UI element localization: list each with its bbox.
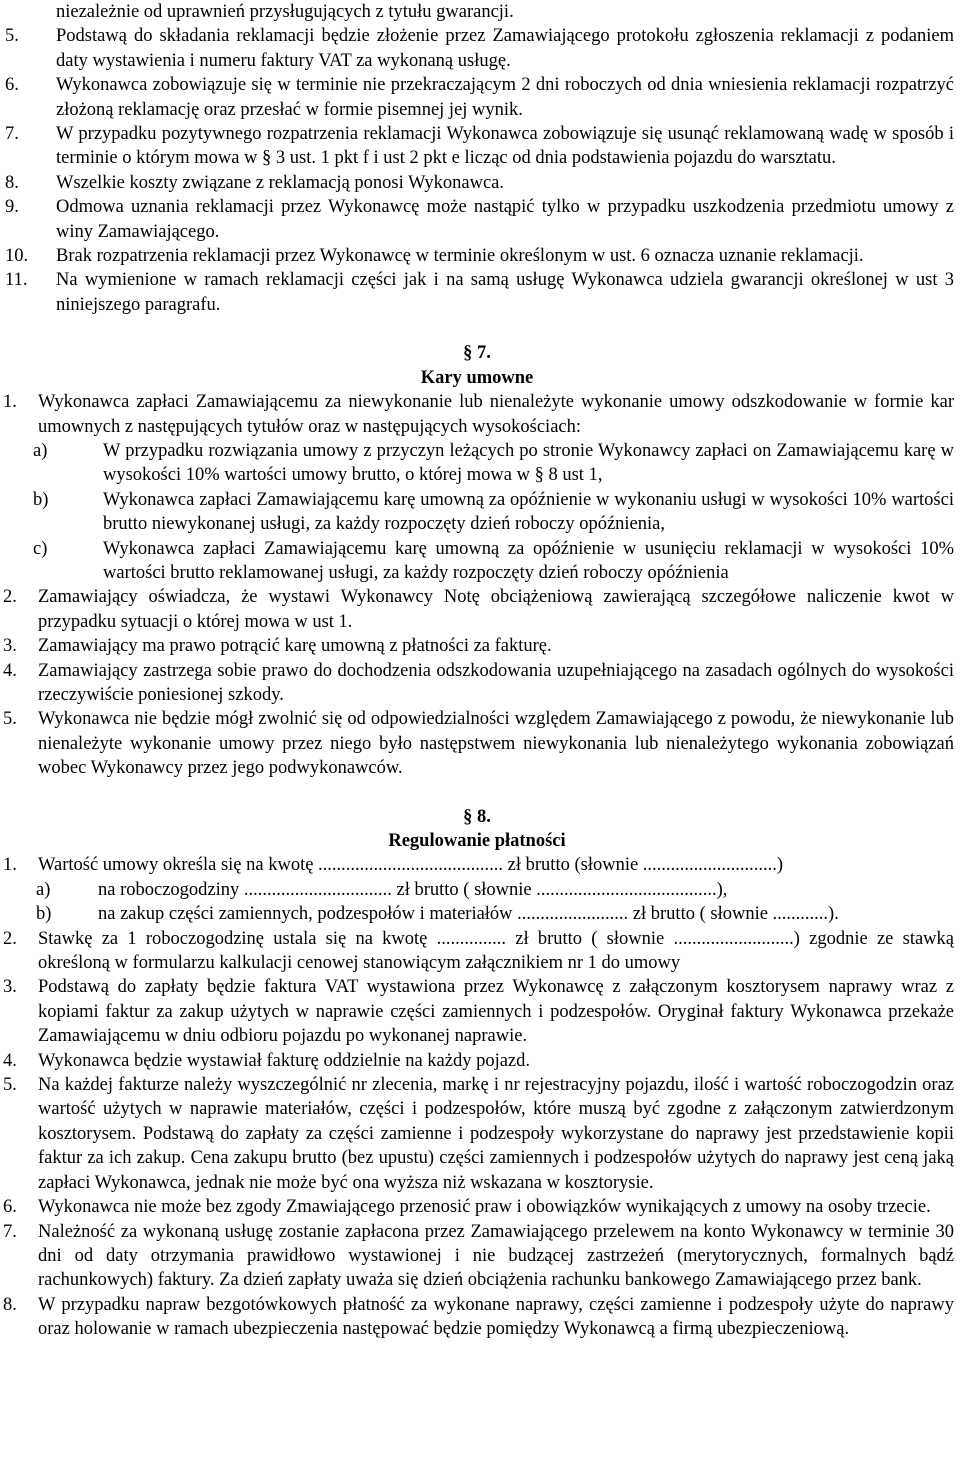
- section-number: § 7.: [463, 343, 491, 364]
- item-text: Brak rozpatrzenia reklamacji przez Wykonawcę w terminie określonym w ust. 6 oznacza uznanie reklamacji.: [56, 246, 864, 267]
- item-number: 1.: [3, 855, 17, 876]
- section-title: Regulowanie płatności: [388, 831, 566, 851]
- list-item: [0, 1073, 954, 1195]
- item-text: Stawkę za 1 roboczogodzinę ustala się na kwotę ............... zł brutto ( słownie ..........................) zgodnie ze stawką określoną w formularzu kalkulacji cenowej stanowiącym załącznikiem nr 1 do umowy: [38, 928, 954, 974]
- list-item: [0, 24, 954, 73]
- item-number: 8.: [3, 1294, 17, 1315]
- sub-list-item: [0, 537, 954, 586]
- item-text: Na każdej fakturze należy wyszczególnić nr zlecenia, markę i nr rejestracyjny pojazdu, ilość i wartość roboczogodzin oraz wartość użytych w naprawie materiałów, części i podzespołów, które muszą być zgodne z załączonym zatwierdzonym kosztorysem. Podstawą do zapłaty za części zamienne i podzespoły wykorzystane do naprawy jest przedstawienie kopii faktur za ich zakup. Cena zakupu brutto (bez upustu) części zamiennych i podzespołów użytych do naprawy jest ceną jaką zapłaci Wykonawca, jednak nie może być ona wyższa niż wskazana w kosztorysie.: [38, 1075, 954, 1193]
- list-item: [0, 390, 954, 439]
- list-item: [0, 853, 954, 877]
- list-item: [0, 927, 954, 976]
- sub-list-item: [0, 878, 954, 902]
- item-text: Wartość umowy określa się na kwotę ........................................ zł brutto (słownie .............................): [38, 855, 784, 876]
- item-text: Na wymienione w ramach reklamacji części jak i na samą usługę Wykonawca udziela gwarancji określonej w ust 3 niniejszego paragrafu.: [56, 270, 954, 315]
- item-text: Zamawiający ma prawo potrącić karę umowną z płatności za fakturę.: [38, 636, 552, 657]
- item-number: 4.: [3, 1050, 17, 1071]
- sub-item-letter: c): [33, 538, 48, 559]
- item-text: Wykonawca nie może bez zgody Zmawiającego przenosić praw i obowiązków wynikających z umowy na osoby trzecie.: [38, 1197, 931, 1218]
- list-item: [0, 171, 954, 195]
- item-text: Wykonawca zapłaci Zamawiającemu za niewykonanie lub nienależyte wykonanie umowy odszkodowanie w formie kar umownych z następujących tytułów oraz w następujących wysokościach:: [38, 392, 954, 437]
- sub-item-letter: a): [36, 879, 51, 900]
- item-text: Wykonawca nie będzie mógł zwolnić się od odpowiedzialności względem Zamawiającego z powodu, że niewykonanie lub nienależyte wykonanie umowy przez niego było następstwem niewykonania lub nienależytego wykonania zobowiązań wobec Wykonawcy przez jego podwykonawców.: [38, 709, 954, 779]
- item-number: 7.: [3, 1221, 17, 1242]
- item-number: 2.: [3, 587, 17, 608]
- spacer: [0, 781, 954, 805]
- item-number: 6.: [5, 75, 19, 96]
- spacer: [0, 317, 954, 341]
- sub-item-text: Wykonawca zapłaci Zamawiającemu karę umowną za opóźnienie w wykonaniu usługi w wysokości 10% wartości brutto niewykonanej usługi, za każdy rozpoczęty dzień roboczy opóźnienia,: [103, 489, 954, 535]
- continued-line: niezależnie od uprawnień przysługujących z tytułu gwarancji.: [56, 2, 514, 22]
- list-item: [0, 1293, 954, 1342]
- sub-item-letter: a): [33, 440, 48, 461]
- item-text: Zamawiający zastrzega sobie prawo do dochodzenia odszkodowania uzupełniającego na zasadach ogólnych do wysokości rzeczywiście poniesionej szkody.: [38, 660, 954, 705]
- section-title: Kary umowne: [420, 367, 534, 388]
- item-text: Podstawą do zapłaty będzie faktura VAT wystawiona przez Wykonawcę z załączonym kosztorysem naprawy wraz z kopiami faktur za zakup użytych w naprawie części zamiennych i podzespołów. Oryginał faktury Wykonawca przekaże Zamawiającemu w dniu odbioru pojazdu po wykonanej naprawie.: [38, 977, 954, 1047]
- sub-item-letter: b): [33, 489, 49, 510]
- list-item: [0, 1049, 954, 1073]
- item-text: Wszelkie koszty związane z reklamacją ponosi Wykonawca.: [56, 172, 505, 193]
- sub-item-text: na roboczogodziny ................................ zł brutto ( słownie .......................................),: [98, 879, 728, 900]
- item-number: 4.: [3, 660, 17, 681]
- item-number: 6.: [3, 1197, 17, 1218]
- list-item: [0, 659, 954, 708]
- item-number: 5.: [3, 709, 17, 730]
- item-number: 3.: [3, 977, 17, 998]
- section-number: § 8.: [463, 806, 491, 827]
- item-number: 3.: [3, 636, 17, 657]
- sub-item-text: Wykonawca zapłaci Zamawiającemu karę umowną za opóźnienie w usunięciu reklamacji w wysokości 10% wartości brutto reklamowanej usługi, za każdy rozpoczęty dzień roboczy opóźnienia: [103, 538, 954, 583]
- item-number: 5.: [3, 1075, 17, 1096]
- sub-item-text: na zakup części zamiennych, podzespołów i materiałów ........................ zł brutto ( słownie ............).: [98, 904, 839, 925]
- sub-item-text: W przypadku rozwiązania umowy z przyczyn leżących po stronie Wykonawcy zapłaci on Zamawiającemu karę w wysokości 10% wartości umowy brutto, o której mowa w § 8 ust 1,: [103, 440, 954, 486]
- item-text: W przypadku napraw bezgotówkowych płatność za wykonane naprawy, części zamienne i podzespoły użyte do naprawy oraz holowanie w ramach ubezpieczenia następować będzie pomiędzy Wykonawcą a firmą ubezpieczeniową.: [38, 1294, 954, 1340]
- item-number: 9.: [5, 197, 19, 218]
- list-item: [0, 1195, 954, 1219]
- sub-list-item: [0, 488, 954, 537]
- sub-list-item: [0, 439, 954, 488]
- item-number: 8.: [5, 172, 19, 193]
- item-number: 11.: [5, 270, 28, 291]
- item-text: Podstawą do składania reklamacji będzie złożenie przez Zamawiającego protokołu zgłoszenia reklamacji z podaniem daty wystawienia i numeru faktury VAT za wykonaną usługę.: [56, 26, 954, 71]
- list-item: [0, 634, 954, 658]
- item-number: 10.: [5, 246, 29, 267]
- item-number: 2.: [3, 928, 17, 949]
- list-item: [0, 585, 954, 634]
- item-number: 7.: [5, 124, 19, 145]
- item-text: Odmowa uznania reklamacji przez Wykonawcę może nastąpić tylko w przypadku uszkodzenia przedmiotu umowy z winy Zamawiającego.: [56, 197, 954, 242]
- item-text: W przypadku pozytywnego rozpatrzenia reklamacji Wykonawca zobowiązuje się usunąć reklamowaną wadę w sposób i terminie o którym mowa w § 3 ust. 1 pkt f i ust 2 pkt e licząc od dnia podstawienia pojazdu do warsztatu.: [56, 124, 954, 169]
- item-text: Należność za wykonaną usługę zostanie zapłacona przez Zamawiającego przelewem na konto Wykonawcy w terminie 30 dni od daty otrzymania prawidłowo wystawionej i nie budzącej zastrzeżeń (merytorycznych, formalnych bądź rachunkowych) faktury. Za dzień zapłaty uważa się dzień obciążenia rachunku bankowego Zamawiającego przez bank.: [38, 1221, 954, 1291]
- list-item: [0, 707, 954, 780]
- list-item: [0, 244, 954, 268]
- item-text: Wykonawca będzie wystawiał fakturę oddzielnie na każdy pojazd.: [38, 1050, 531, 1071]
- item-number: 1.: [3, 392, 17, 413]
- list-item: [0, 73, 954, 122]
- sub-item-letter: b): [36, 904, 52, 925]
- item-number: 5.: [5, 26, 19, 47]
- list-item: [0, 1220, 954, 1293]
- list-item: [0, 195, 954, 244]
- item-text: Wykonawca zobowiązuje się w terminie nie przekraczającym 2 dni roboczych od dnia wniesienia reklamacji rozpatrzyć złożoną reklamację oraz przesłać w formie pisemnej jej wynik.: [56, 75, 954, 120]
- item-text: Zamawiający oświadcza, że wystawi Wykonawcy Notę obciążeniową zawierającą szczegółowe naliczenie kwot w przypadku sytuacji o której mowa w ust 1.: [38, 587, 954, 632]
- list-item: [0, 122, 954, 171]
- list-item: [0, 975, 954, 1048]
- sub-list-item: [0, 902, 954, 926]
- list-item: [0, 268, 954, 317]
